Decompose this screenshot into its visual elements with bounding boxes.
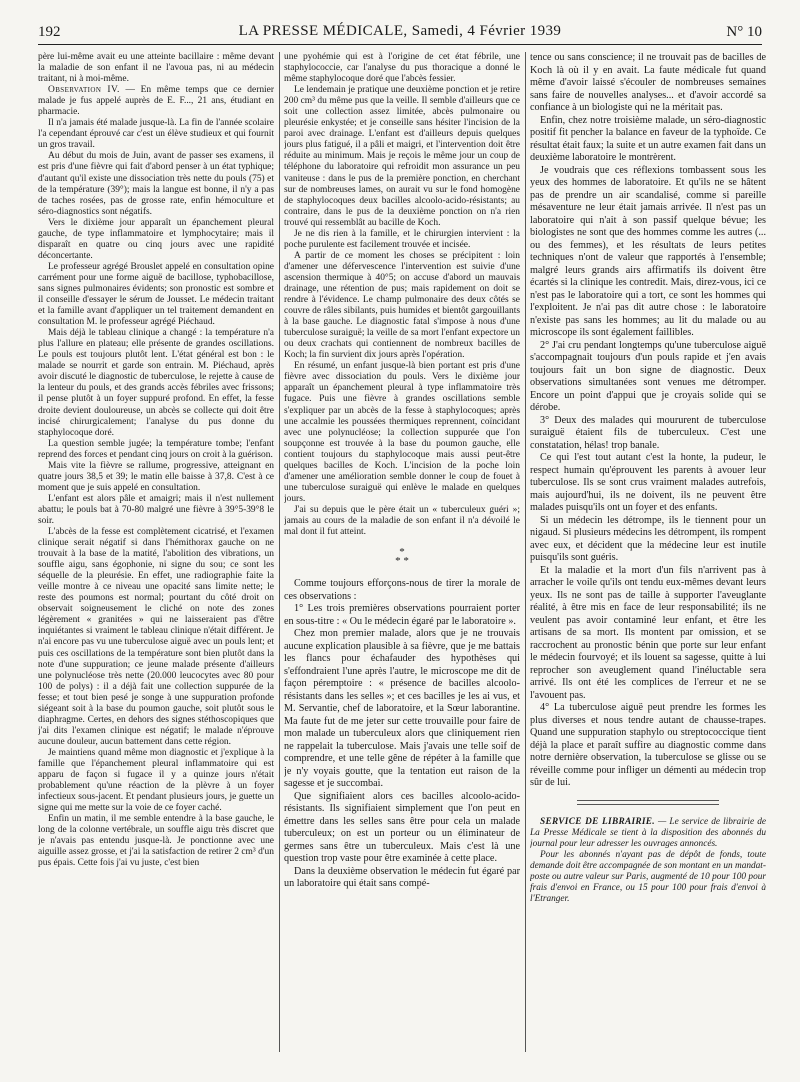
paragraph: tence ou sans conscience; il ne trouvait pas de bacilles de Koch là où il y en avait. La faute médicale fut quand même d'avoir laissé s'écouler de nombreuses semaines sans faire de nouvelles analyses... et d'avoir accordé sa confiance à un biologiste qui ne la méritait pas. (530, 52, 766, 113)
paragraph: En résumé, un enfant jusque-là bien portant est pris d'une fièvre avec dissociation du pouls. Vers le dixième jour apparaît un épanchement pleural à type inflammatoire très fugace. Puis une fièvre à grandes oscillations semble s'expliquer par un abcès de la fesse à staphylocoques; après une accalmie les poussées thermiques reprennent, coïncidant avec une polynucléose; la collection suppurée que l'on soupçonne est trouvée à la base du poumon gauche, elle contient toujours du staphylocoque mais aussi peut-être quelques bacilles de Koch. L'incision de la poche loin d'amener une amélioration semble donner le coup de fouet à une tuberculose suraiguë qui enlève le malade en quelques jours. (284, 361, 520, 504)
paragraph: La question semble jugée; la température tombe; l'enfant reprend des forces et pendant cinq jours on croit à la guérison. (38, 438, 274, 460)
issue-date: Samedi, 4 Février 1939 (411, 23, 562, 39)
paragraph: Et la maladie et la mort d'un fils n'arrivent pas à arracher le voile qu'ils ont tendu eux-mêmes devant leurs yeux. Ils ne sont pas de taille à supporter l'aveuglante réalité, à être mis en face de leur responsabilité; ils ne veulent pas avoir contaminé leur enfant, et être les artisans de sa mort. Ils montent par omission, et se raccrochent au pronostic bénin que porte sur leur enfant le médecin fourvoyé; et ils louent sa sagesse, quitte à lui reprocher son aveuglement quand l'inéluctable sera arrivé. Ils ont été les complices de l'erreur et ne se l'avouent pas. (530, 564, 766, 701)
librairie-notice (530, 817, 766, 905)
paragraph: Vers le dixième jour apparaît un épanchement pleural gauche, de type inflammatoire et lymphocytaire; mais il disparaît en quatre ou cinq jours avec une rapidité déconcertante. (38, 217, 274, 261)
paragraph: Ce qui l'est tout autant c'est la honte, la pudeur, le respect humain qu'éprouvent les parents à avouer leur tuberculose. Ils se sont crus vraiment malades autrefois, mais aujourd'hui, ils ne doivent, ils ne peuvent être malades puisqu'ils ont un foyer et des enfants. (530, 452, 766, 513)
page-number: 192 (38, 24, 61, 40)
paragraph: Je voudrais que ces réflexions tombassent sous les yeux des hommes de laboratoire. Et qu'ils ne se hâtent pas de prendre un air scandalisé, comme si pareille mésaventure ne leur était jamais arrivée. Il n'est pas un laboratoire qui n'ait à son passif quelque bévue; les biologistes ne sont que des hommes comme les autres (... ou des femmes), et les résultats de leurs petites techniques n'ont de valeur que rapportés à l'ensemble; malgré leurs grands airs affirmatifs ils doivent être écartés si la clinique les contredit. Mais, direz-vous, ici ce n'est pas le laboratoire qui a tort, ce sont les hommes qui l'exploitent. Je n'ai pas dit autre chose : le laboratoire n'existe pas sans les hommes; au lit du malade ou au microscope ils sont également faillibles. (530, 164, 766, 338)
paragraph: Comme toujours efforçons-nous de tirer la morale de ces observations : (284, 578, 520, 602)
librairie-heading: SERVICE DE LIBRAIRIE. (540, 816, 655, 827)
asterism-top: * (399, 546, 405, 559)
paragraph: L'abcès de la fesse est complètement cicatrisé, et l'examen clinique serait négatif si dans l'hémithorax gauche on ne trouvait à la base de la matité, l'abolition des vibrations, un souffle aigu, sans égophonie, ni signe du sou; ce sont les séquelle de la pleurésie. En effet, une radiographie faite la veille montre à ce niveau une opacité sans limite nette; le reste des poumons est normal; pourtant du côté droit on observait soigneusement le cliché on note des zones légèrement « granitées » qui ne laisseraient pas d'être inquiétantes si vraiment le tableau clinique n'était différent. Je n'ai encore pas vu une tuberculose aiguë avec un pouls lent; et puis ces oscillations de la température sont bien plutôt dans la note d'une suppuration; ce jeune malade présente d'ailleurs une polynucléose très nette (20.000 leucocytes avec 80 pour 100 de polys) : il a déjà fait une collection suppurée de la fesse; et tout bien pesé je songe à une suppuration profonde siégeant soit à la base du poumon gauche, soit plutôt sous le diaphragme. Certes, en dehors des signes stéthoscopiques que j'ai dits l'examen clinique est négatif; le malade n'éprouve aucune douleur, aucun battement dans cette région. (38, 527, 274, 747)
conclusions-continued (530, 52, 766, 790)
conclusions-section (284, 578, 520, 891)
paragraph: 3° Deux des malades qui moururent de tuberculose suraiguë étaient fils de tuberculeux. C'est une constatation, hélas! trop banale. (530, 414, 766, 451)
paragraph: 4° La tuberculose aiguë peut prendre les formes les plus diverses et nous tendre autant de chausse-trapes. Quand une suppuration staphylo ou streptococcique tient déjà la place et paraît suffire au diagnostic comme dans notre dernière observation, la tuberculose se glisse ou se réveille comme pour infliger un démenti au médecin trop sûr de lui. (530, 702, 766, 788)
paragraph: Le lendemain je pratique une deuxième ponction et je retire 200 cm³ du même pus que la veille. Il semble d'ailleurs que ce soit une collection assez limitée, abcès pulmonaire ou pleurésie enkystée; et je conseille sans hésiter l'incision de la paroi avec drainage. L'enfant est d'ailleurs depuis quelques jours plus fatigué, il a pâli et maigri, et l'intervention doit être réduite au minimum. Mais je reçois le même jour un coup de téléphone du laboratoire qui refroidit mon assurance un peu vaniteuse : dans le pus de la première ponction, en cherchant sur de nombreuses lames, on aurait vu sur le fond homogène de staphylocoques deux bacilles alcoolo-acido-résistants; au contraire, dans le pus de la deuxième ponction on n'a rien trouvé qui ressemblât au bacille de Koch. (284, 85, 520, 228)
paragraph: Le professeur agrégé Brouslet appelé en consultation opine carrément pour une forme aiguë de bacillose, typhobacillose, sans signes pulmonaires évidents; son pronostic est sombre et il conseille d'essayer le sérum de Jousset. Le médecin traitant et la famille avant d'appliquer un tel traitement demandent en consultation M. le professeur agrégé Piéchaud. (38, 261, 274, 328)
paragraph: Enfin un matin, il me semble entendre à la base gauche, le long de la colonne vertébrale, un souffle aigu très discret que je n'avais pas entendu jusque-là. Je ponctionne avec une aiguille assez grosse, et j'ai la satisfaction de retirer 2 cm³ d'un pus épais. Cette fois j'ai vu juste, c'est bien (38, 814, 274, 869)
paragraph: une pyohémie qui est à l'origine de cet état fébrile, une staphylococcie, car l'analyse du pus thoracique a donné le même staphylocoque doré que l'abcès fessier. (284, 52, 520, 85)
paragraph: Mais déjà le tableau clinique a changé : la température n'a plus l'allure en plateau; elle présente de grandes oscillations. Le pouls est toujours plutôt lent. L'état général est bon : le malade se nourrit et garde son entrain. M. Piéchaud, après avoir discuté le diagnostic de tuberculose, le rejette à cause de la lenteur du pouls, et des grands accès fébriles avec frissons; il pense plutôt à un foyer suppuré profond. En effet, la fesse droite devient douloureuse, un abcès se collecte qui doit être incisé chirurgicalement; l'analyse du pus donne du staphylocoque doré. (38, 328, 274, 438)
paragraph: 1° Les trois premières observations pourraient porter en sous-titre : « Ou le médecin égaré par le laboratoire ». (284, 603, 520, 627)
paragraph: Si un médecin les détrompe, ils le tiennent pour un nigaud. Si plusieurs médecins les détrompent, ils rompent avec eux, et décident que la médecine leur est inutile puisqu'ils sont guéris. (530, 514, 766, 563)
paragraph: Au début du mois de Juin, avant de passer ses examens, il est pris d'une fièvre qui fait d'abord penser à un état typhique; d'autant qu'il existe une dissociation très nette du pouls (75) et de la température (39°); mais la langue est bonne, il n'y a pas de taches rosées, pas de grosse rate, enfin hémoculture et séro-diagnostics sont négatifs. (38, 151, 274, 217)
paragraph: Que signifiaient alors ces bacilles alcoolo-acido-résistants. Ils signifiaient simplement que l'on peut en émettre dans les selles sans être pour cela un malade tuberculeux; on est un porteur ou un éliminateur de germes sans être un tuberculeux. Mais c'est là une question trop vaste pour être examinée à cette place. (284, 790, 520, 865)
paragraph: 2° J'ai cru pendant longtemps qu'une tuberculose aiguë s'accompagnait toujours d'un pouls rapide et j'en avais toujours fait un bon signe de diagnostic. Deux observations simultanées sont venues me détromper. Encore un point d'appui que je croyais solide qui se dérobe. (530, 339, 766, 413)
asterism-bottom: * * (395, 555, 409, 568)
column-divider-2 (525, 52, 526, 1052)
librairie-text: — Le service de librairie de La Presse Médicale se tient à la disposition des abonnés du journal pour leur adresser les ouvrages annoncés. (530, 816, 766, 849)
paragraph: Chez mon premier malade, alors que je ne trouvais aucune explication plausible à sa fièvre, que je me battais les flancs pour échafauder des hypothèses qui s'effondraient l'une après l'autre, le microscope me dit de façon péremptoire : « présence de bacilles alcoolo-résistants dans les selles »; et ces bacilles je les ai vus, et M. Servantie, chef de laboratoire, et la Sœur laborantine. Ma faute fut de me jeter sur cette trouvaille pour faire de mon malade un tuberculeux alors que cliniquement rien ne rappelait la tuberculose. Mais j'avais une telle soif de comprendre, et une telle gêne de répéter à la famille que je n'y voyais goutte, que la tentation eut raison de la sagesse et je succombai. (284, 628, 520, 790)
paragraph: père lui-même avait eu une atteinte bacillaire : même devant la maladie de son enfant il ne l'avoua pas, ni au médecin traitant, ni à moi-même. (38, 52, 274, 85)
column-1 (38, 52, 274, 1062)
running-title (38, 23, 762, 40)
observation-label: Observation IV. (48, 85, 120, 96)
paragraph: Je maintiens quand même mon diagnostic et j'explique à la famille que l'épanchement pleural inflammatoire qui est apparu de façon si fugace il y a quinze jours n'était probablement qu'une réaction de la plèvre à un foyer infectieux sous-jacent. Et pendant plusieurs jours, je guette un signe qui me mette sur la voie de ce foyer caché. (38, 747, 274, 814)
paragraph: L'enfant est alors pâle et amaigri; mais il n'est nullement abattu; le pouls bat à 70-80 malgré une fièvre à 39°5-39°8 le soir. (38, 493, 274, 526)
paragraph: J'ai su depuis que le père était un « tuberculeux guéri »; jamais au cours de la maladie de son enfant il n'a dévoilé le mal dont il fut atteint. (284, 504, 520, 538)
observation-iv-paragraph (38, 85, 274, 118)
librairie-paragraph (530, 817, 766, 850)
paragraph: Enfin, chez notre troisième malade, un séro-diagnostic positif fit pencher la balance en faveur de la typhoïde. Ce résultat était faux; la suite et un autre examen fait dans un deuxième laboratoire le montrèrent. (530, 114, 766, 163)
journal-name: LA PRESSE MÉDICALE, (238, 23, 408, 39)
section-asterism (284, 548, 520, 566)
observation-text: — En même temps que ce dernier malade je fus appelé auprès de E. F..., 21 ans, étudiant en pharmacie. (38, 85, 274, 118)
librairie-paragraph-2: Pour les abonnés n'ayant pas de dépôt de fonds, toute demande doit être accompagnée de son montant en un mandat-poste ou autre valeur sur Paris, augmenté de 10 pour 100 pour frais d'envoi en France, ou 15 pour 100 pour frais d'envoi à l'Etranger. (530, 849, 766, 904)
page-header (38, 22, 762, 45)
section-divider (577, 800, 719, 805)
paragraph: Je ne dis rien à la famille, et le chirurgien intervient : la poche purulente est facilement trouvée et incisée. (284, 228, 520, 250)
column-2 (284, 52, 520, 1062)
column-divider-1 (279, 52, 280, 1052)
paragraph: Dans la deuxième observation le médecin fut égaré par un laboratoire qui était sans compé- (284, 865, 520, 890)
paragraph: Il n'a jamais été malade jusque-là. La fin de l'année scolaire l'a cependant éprouvé car c'est un élève studieux et qui fournit un gros travail. (38, 118, 274, 151)
column-3 (530, 52, 766, 1062)
paragraph: A partir de ce moment les choses se précipitent : loin d'amener une défervescence l'intervention est suivie d'une ascension thermique à 40°5; on accuse d'abord un mauvais drainage, une rétention de pus; mais rapidement on doit se rendre à l'évidence. Le champ pulmonaire des deux côtés se couvre de râles sibilants, puis humides et bientôt gargouillants à la base gauche. Le diagnostic fatal s'impose à nous d'une tuberculose suraiguë; la veille de sa mort l'enfant expectore un ou deux crachats qui contiennent de nombreux bacilles de Koch; la fin survient dix jours après l'opération. (284, 250, 520, 361)
paragraph: Mais vite la fièvre se rallume, progressive, atteignant en quatre jours 38,5 et 39; le matin elle baisse à 37,8. C'est à ce moment que je suis appelé en consultation. (38, 460, 274, 493)
issue-number: N° 10 (726, 24, 762, 40)
